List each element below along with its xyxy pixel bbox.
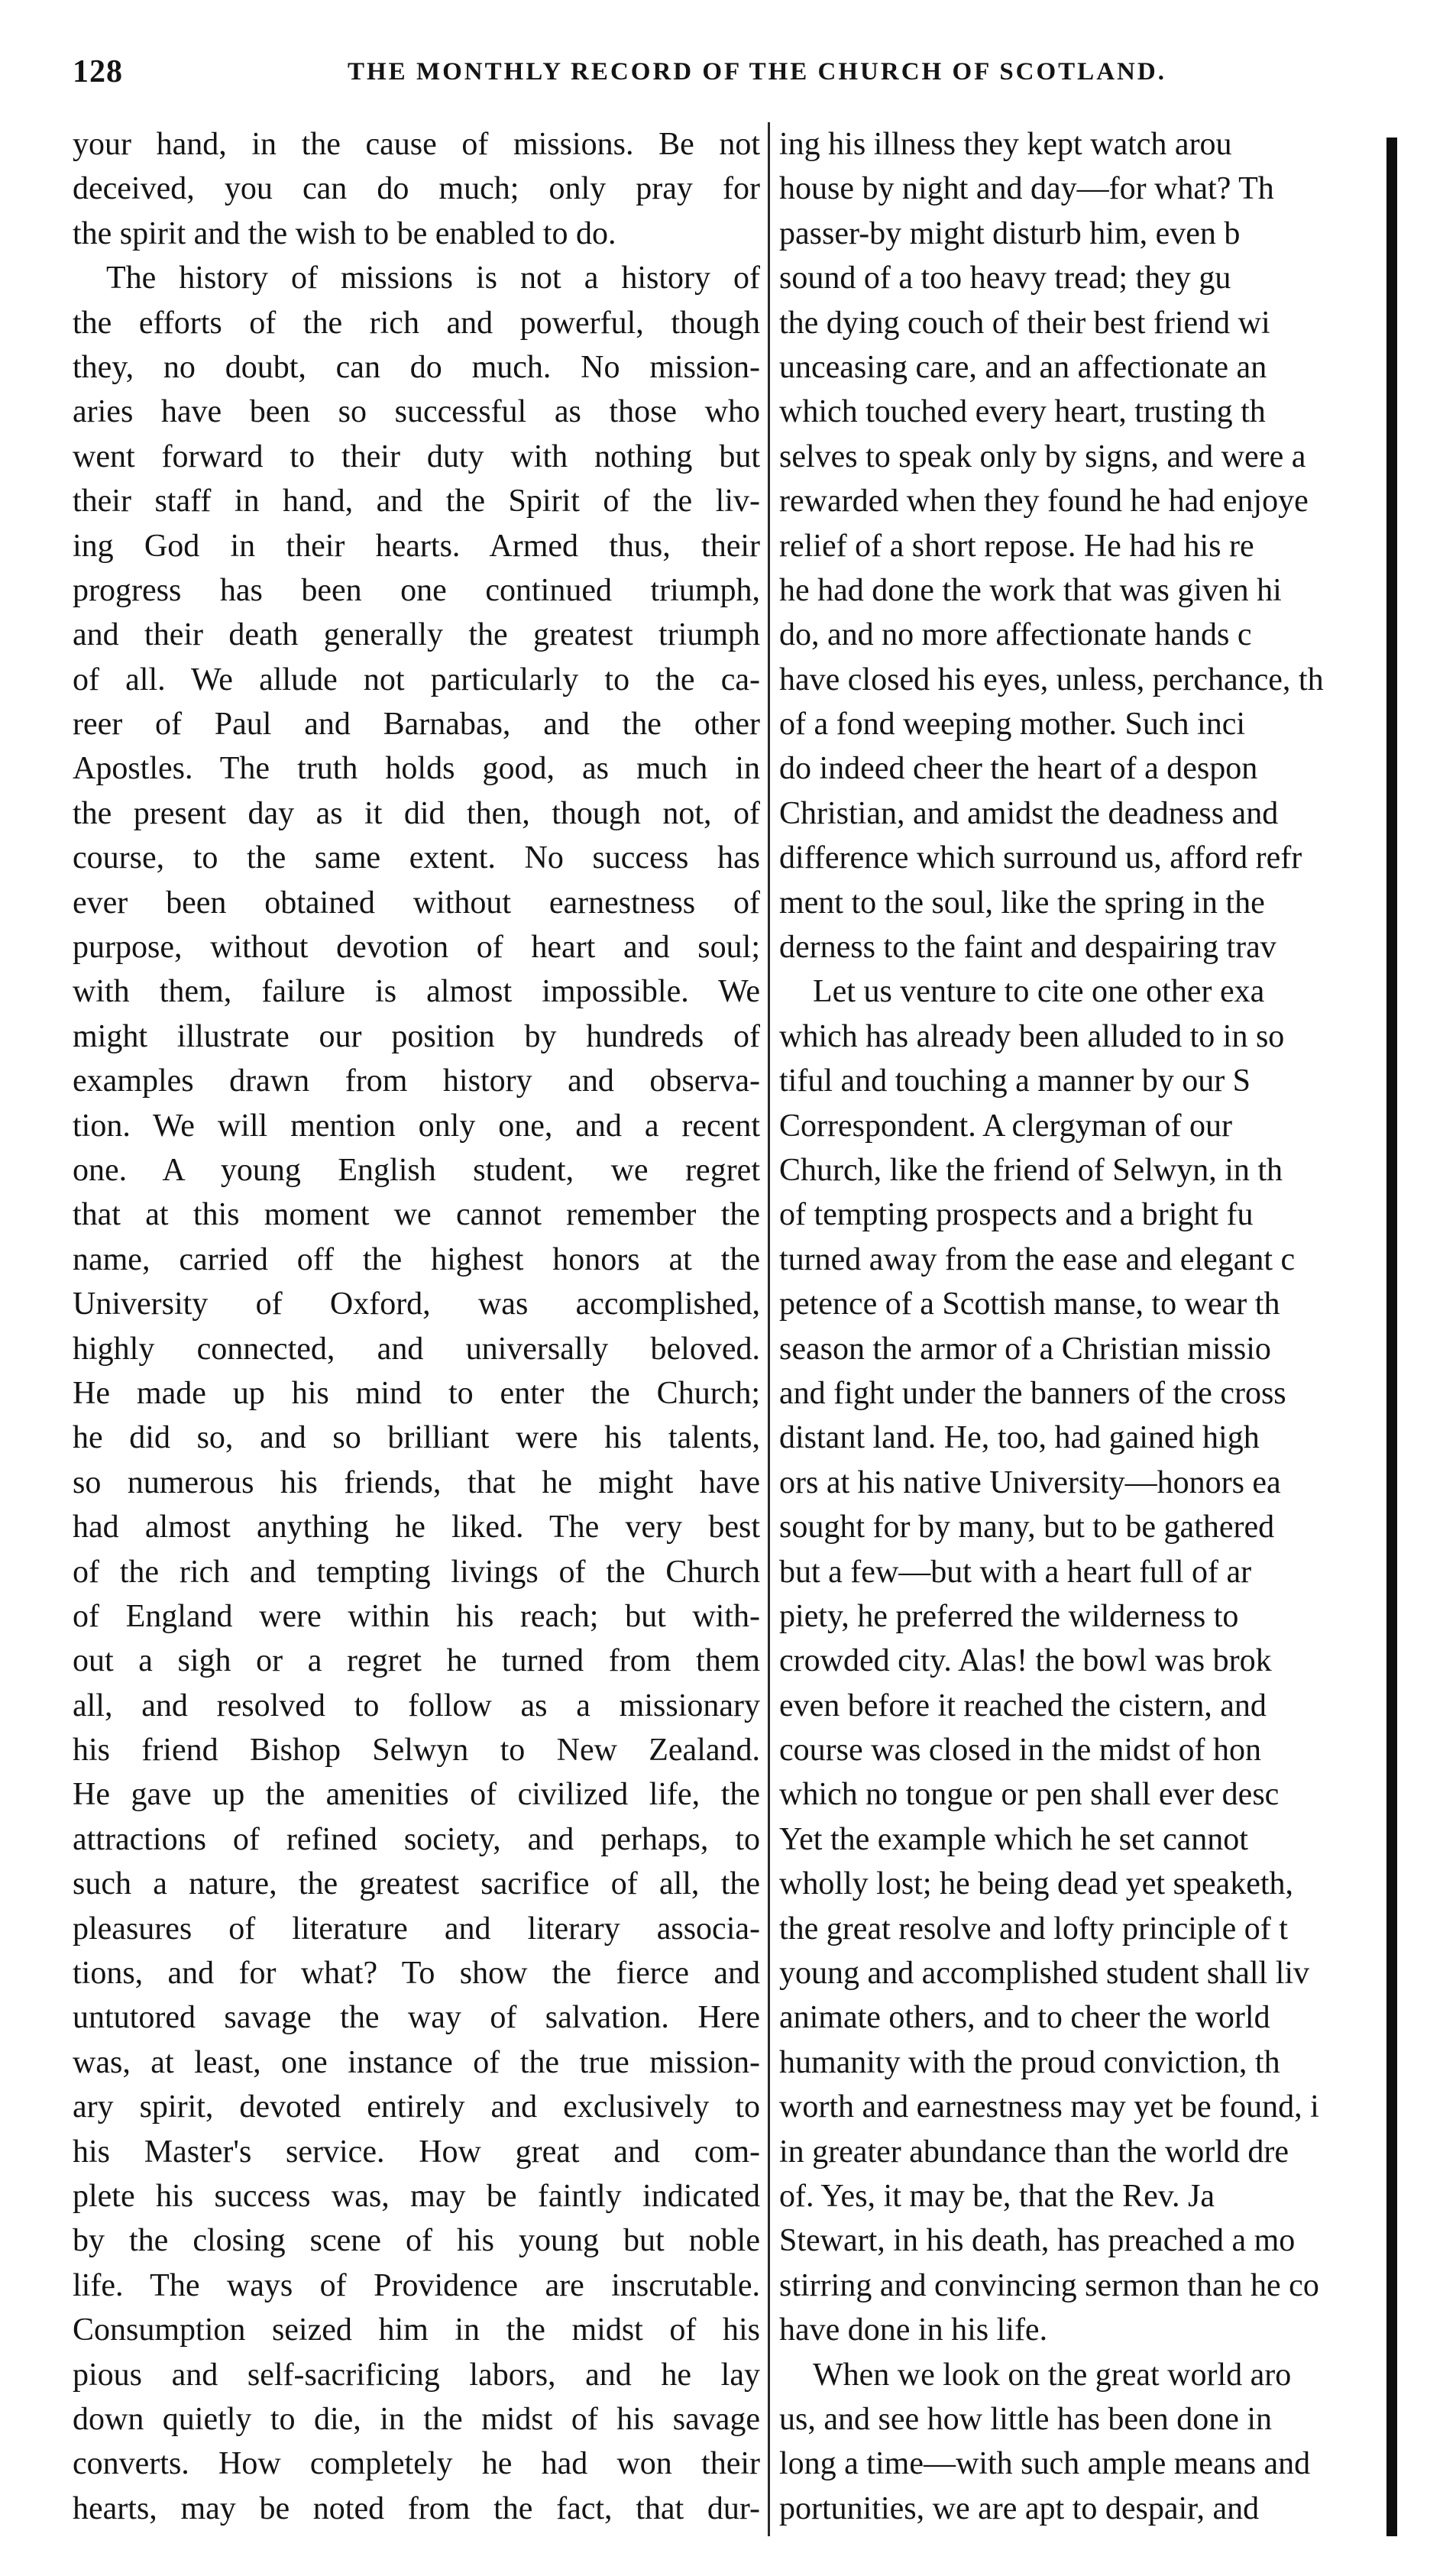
text-line: your hand, in the cause of missions. Be not [73,127,760,162]
text-line: even before it reached the cistern, and [779,1688,1267,1723]
text-line: distant land. He, too, had gained high [779,1420,1260,1456]
text-line: of. Yes, it may be, that the Rev. Ja [779,2178,1215,2214]
text-line: ever been obtained without earnestness of [73,885,760,921]
text-line: deceived, you can do much; only pray for [73,171,760,207]
text-line: ors at his native University—honors ea [779,1464,1281,1500]
text-line: hearts, may be noted from the fact, that dur- [73,2490,760,2526]
text-line: us, and see how little has been done in [779,2401,1273,2437]
text-line: converts. How completely he had won their [73,2446,760,2482]
text-line: name, carried off the highest honors at the [73,1241,760,1277]
text-line: and their death generally the greatest triumph [73,617,760,653]
text-line: his friend Bishop Selwyn to New Zealand. [73,1733,760,1769]
text-line: When we look on the great world aro [813,2357,1292,2393]
text-line: they, no doubt, can do much. No mission- [73,349,760,385]
text-line: selves to speak only by signs, and were a [779,438,1306,474]
text-line: attractions of refined society, and perhaps, to [73,1821,760,1857]
text-line: ary spirit, devoted entirely and exclusively to [73,2089,760,2125]
text-line: might illustrate our position by hundreds of [73,1018,760,1054]
column-divider [768,122,770,2536]
page-edge-shadow [1386,138,1397,2536]
text-line: petence of a Scottish manse, to wear th [779,1286,1280,1322]
text-line: down quietly to die, in the midst of his savage [73,2401,760,2437]
text-line: reer of Paul and Barnabas, and the other [73,707,760,743]
text-line: He gave up the amenities of civilized life, the [73,1777,760,1813]
text-line: their staff in hand, and the Spirit of the liv- [73,484,760,519]
text-line: course, to the same extent. No success has [73,840,760,876]
text-line: unceasing care, and an affectionate an [779,349,1267,385]
text-line: animate others, and to cheer the world [779,2000,1270,2036]
text-line: life. The ways of Providence are inscrutable. [73,2267,760,2303]
text-line: Church, like the friend of Selwyn, in th [779,1152,1283,1188]
text-line: Christian, and amidst the deadness and [779,795,1279,831]
text-line: but a few—but with a heart full of ar [779,1554,1252,1590]
text-line: untutored savage the way of salvation. Here [73,2000,760,2036]
text-line: ing God in their hearts. Armed thus, their [73,528,760,564]
text-line: aries have been so successful as those who [73,394,760,430]
text-line: the present day as it did then, though not, of [73,795,760,831]
text-line: plete his success was, may be faintly indicated [73,2178,760,2214]
text-line: which no tongue or pen shall ever desc [779,1777,1280,1813]
text-line: crowded city. Alas! the bowl was brok [779,1643,1272,1679]
text-line: tiful and touching a manner by our S [779,1063,1251,1099]
text-line: the spirit and the wish to be enabled to do. [73,215,616,251]
text-line: went forward to their duty with nothing but [73,438,760,474]
text-line: that at this moment we cannot remember the [73,1197,760,1233]
text-line: of a fond weeping mother. Such inci [779,707,1246,743]
text-line: he had done the work that was given hi [779,572,1282,608]
text-line: sound of a too heavy tread; they gu [779,261,1231,296]
text-line: Correspondent. A clergyman of our [779,1108,1232,1144]
text-column-right [779,122,1394,2536]
text-line: season the armor of a Christian missio [779,1331,1271,1367]
text-line: in greater abundance than the world dre [779,2134,1289,2170]
text-line: highly connected, and universally beloved. [73,1331,760,1367]
text-line: rewarded when they found he had enjoye [779,484,1309,519]
text-line: turned away from the ease and elegant c [779,1241,1296,1277]
text-line: do indeed cheer the heart of a despon [779,751,1258,787]
text-line: tion. We will mention only one, and a recent [73,1108,760,1144]
page-header [73,53,1371,99]
text-line: which has already been alluded to in so [779,1018,1285,1054]
text-line: purpose, without devotion of heart and soul; [73,930,760,966]
text-line: the dying couch of their best friend wi [779,305,1270,341]
text-line: have closed his eyes, unless, perchance, th [779,662,1324,697]
text-line: Yet the example which he set cannot [779,1821,1248,1857]
text-line: the great resolve and lofty principle of t [779,1911,1288,1947]
text-line: was, at least, one instance of the true mission- [73,2044,760,2080]
page-number: 128 [73,54,123,89]
text-line: long a time—with such ample means and [779,2446,1311,2482]
text-line: out a sigh or a regret he turned from them [73,1643,760,1679]
text-line: pleasures of literature and literary associa- [73,1911,760,1947]
text-line: and fight under the banners of the cross [779,1375,1286,1411]
text-line: with them, failure is almost impossible. We [73,974,760,1010]
text-line: Apostles. The truth holds good, as much in [73,751,760,787]
text-line: such a nature, the greatest sacrifice of all, the [73,1866,760,1902]
text-line: tions, and for what? To show the fierce and [73,1956,760,1992]
text-line: worth and earnestness may yet be found, i [779,2089,1319,2125]
text-line: University of Oxford, was accomplished, [73,1286,760,1322]
text-line: ment to the soul, like the spring in the [779,885,1265,921]
text-line: piety, he preferred the wilderness to [779,1598,1239,1634]
text-line: of tempting prospects and a bright fu [779,1197,1254,1233]
text-line: ing his illness they kept watch arou [779,127,1232,162]
text-column-left [73,122,760,2536]
text-line: of all. We allude not particularly to the ca- [73,662,760,697]
text-line: he did so, and so brilliant were his talents, [73,1420,760,1456]
text-line: sought for by many, but to be gathered [779,1510,1275,1545]
text-line: He made up his mind to enter the Church; [73,1375,760,1411]
text-line: had almost anything he liked. The very best [73,1510,760,1545]
text-line: Consumption seized him in the midst of his [73,2312,760,2348]
text-line: derness to the faint and despairing trav [779,930,1276,966]
text-line: of England were within his reach; but with- [73,1598,760,1634]
text-line: which touched every heart, trusting th [779,394,1266,430]
text-line: course was closed in the midst of hon [779,1733,1262,1769]
text-line: one. A young English student, we regret [73,1152,760,1188]
text-line: his Master's service. How great and com- [73,2134,760,2170]
text-line: The history of missions is not a history of [106,261,760,296]
text-line: young and accomplished student shall liv [779,1956,1310,1992]
text-line: Let us venture to cite one other exa [813,974,1265,1010]
text-line: pious and self-sacrificing labors, and he lay [73,2357,760,2393]
text-line: relief of a short repose. He had his re [779,528,1254,564]
text-line: house by night and day—for what? Th [779,171,1274,207]
text-line: wholly lost; he being dead yet speaketh, [779,1866,1294,1902]
text-line: humanity with the proud conviction, th [779,2044,1280,2080]
text-line: passer-by might disturb him, even b [779,215,1241,251]
text-line: Stewart, in his death, has preached a mo [779,2223,1296,2259]
text-line: portunities, we are apt to despair, and [779,2490,1260,2526]
running-title: THE MONTHLY RECORD OF THE CHURCH OF SCOTLAND. [348,58,1166,86]
text-line: examples drawn from history and observa- [73,1063,760,1099]
text-line: do, and no more affectionate hands c [779,617,1252,653]
text-line: so numerous his friends, that he might have [73,1464,760,1500]
text-line: by the closing scene of his young but noble [73,2223,760,2259]
text-line: have done in his life. [779,2312,1048,2348]
text-line: difference which surround us, afford refr [779,840,1302,876]
text-line: all, and resolved to follow as a missionary [73,1688,760,1723]
text-line: stirring and convincing sermon than he co [779,2267,1319,2303]
text-line: the efforts of the rich and powerful, though [73,305,760,341]
text-line: progress has been one continued triumph, [73,572,760,608]
text-line: of the rich and tempting livings of the Church [73,1554,760,1590]
